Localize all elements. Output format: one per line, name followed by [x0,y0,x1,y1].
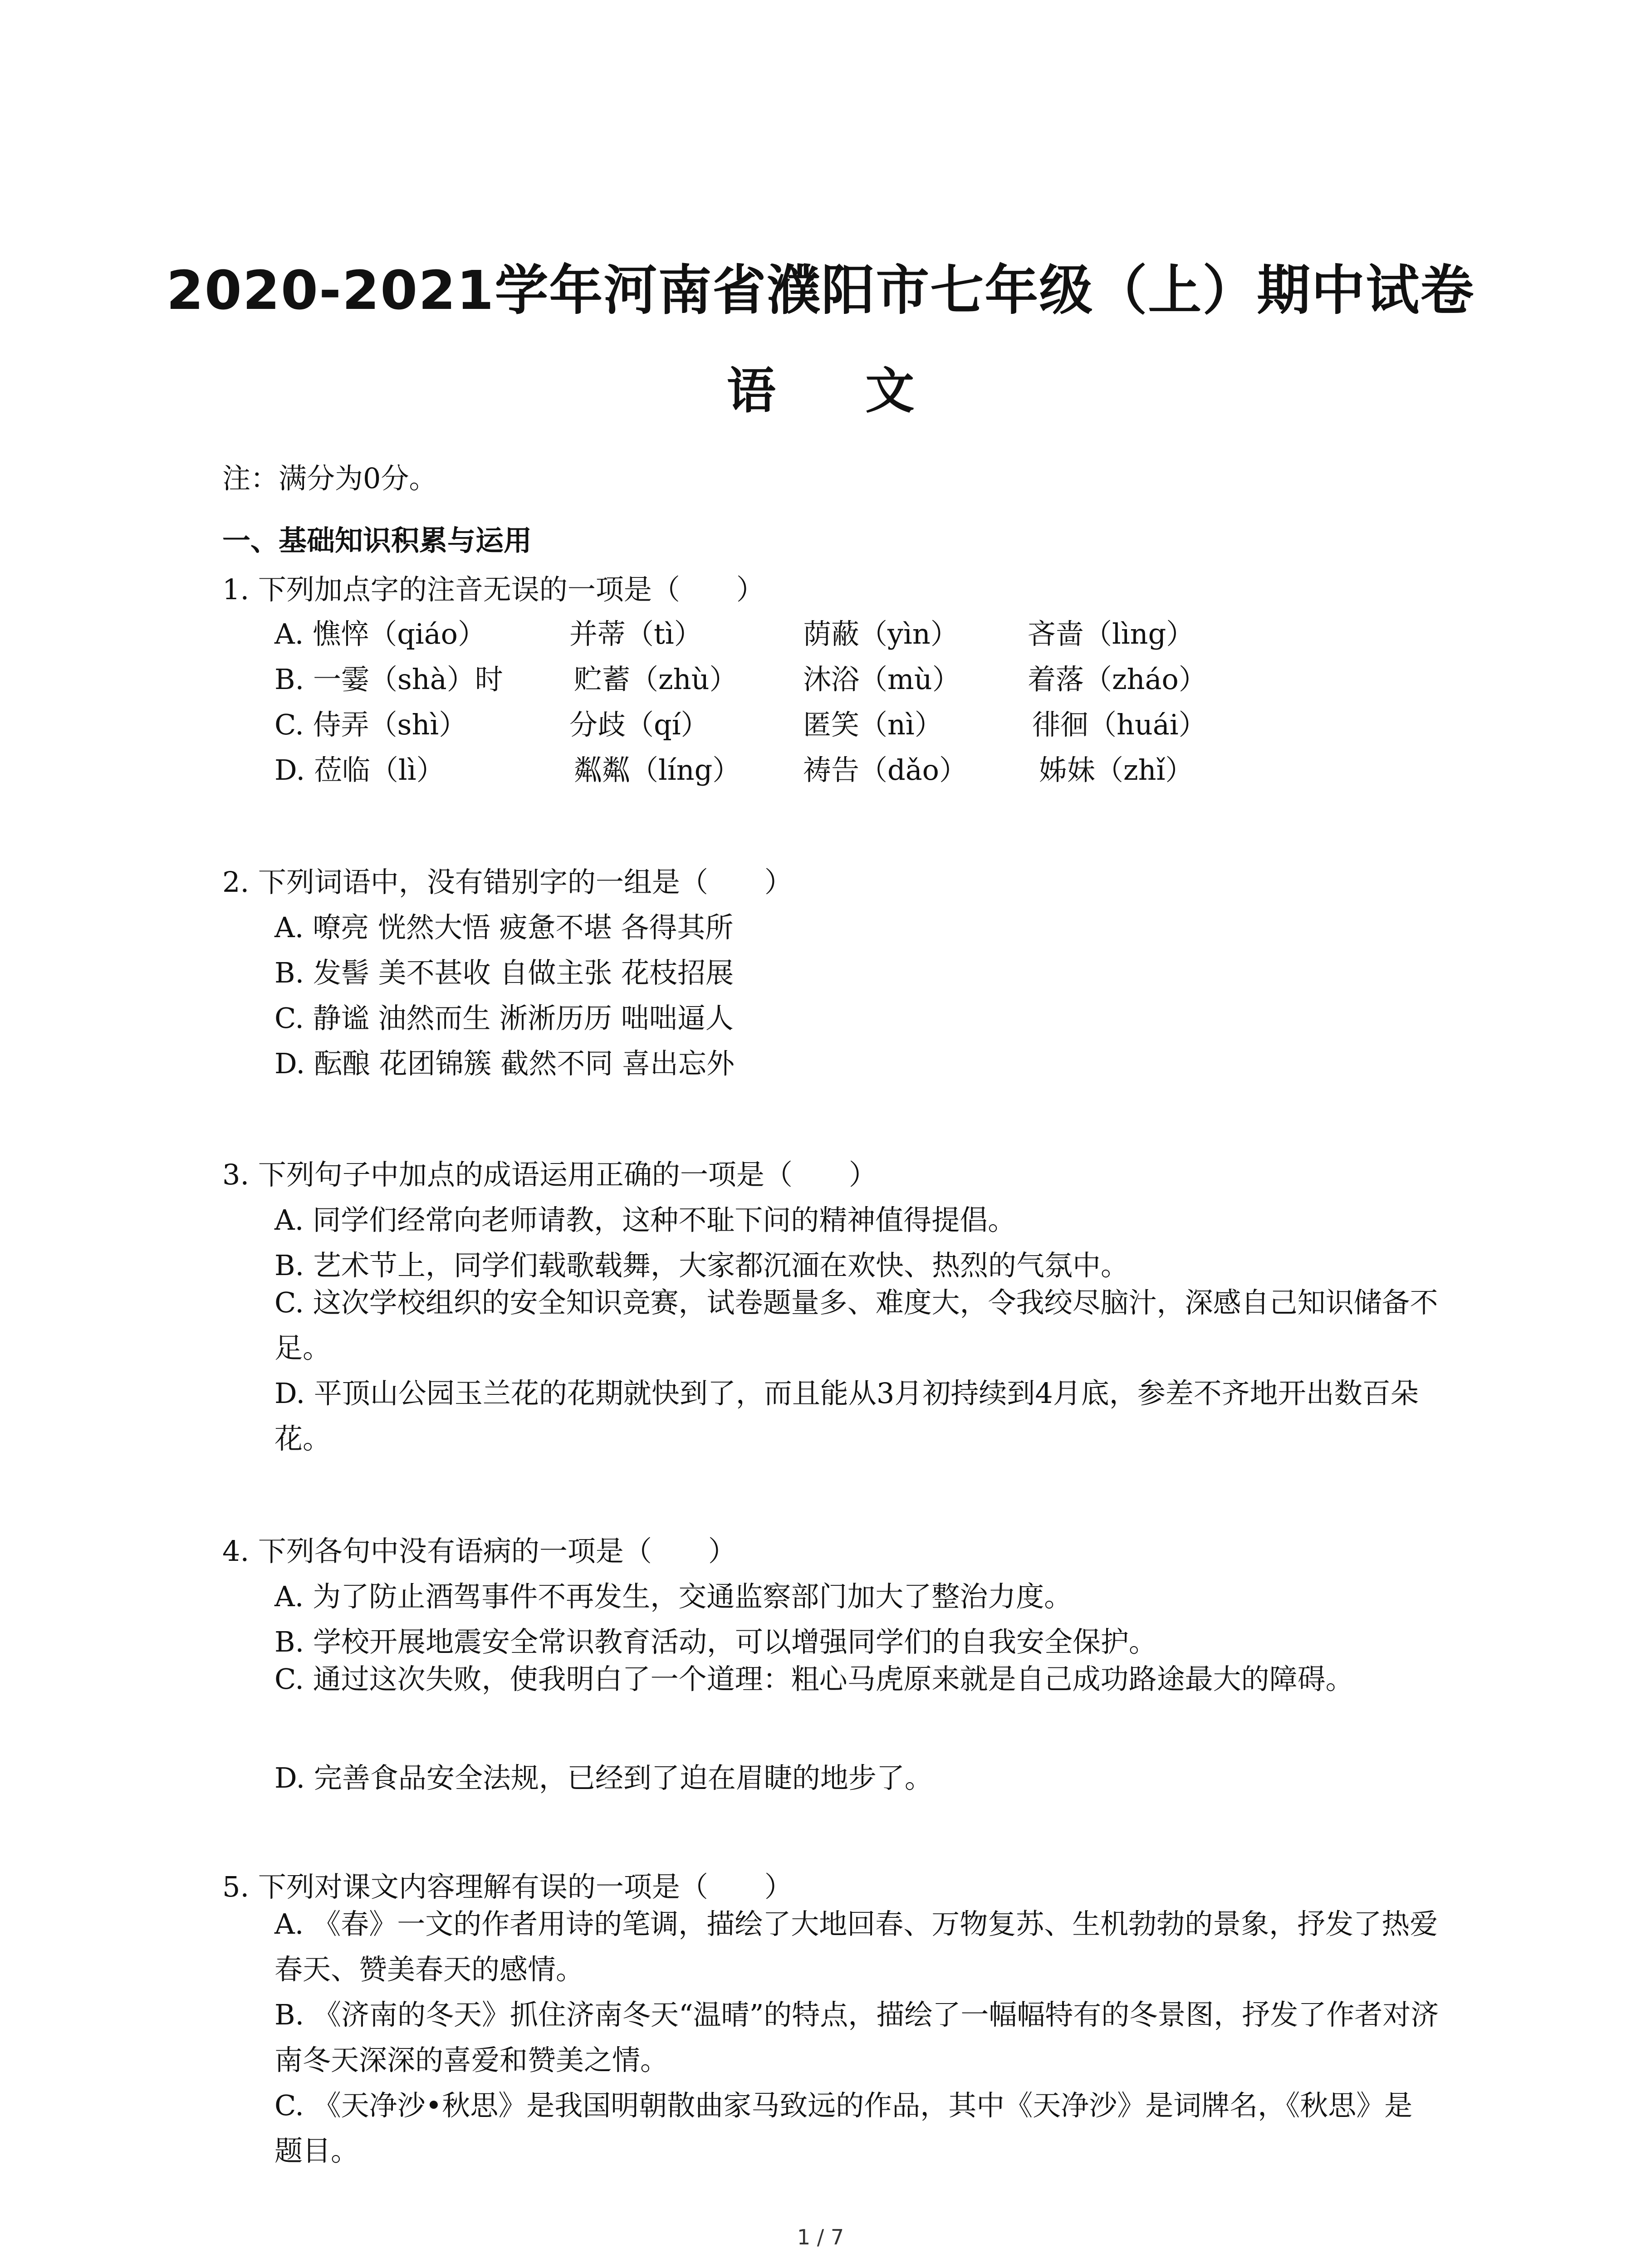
page-number: 1 / 7 [797,2225,844,2249]
subject-title: 语 文 [726,363,951,420]
q1-option-b-word-4: 着落（zháo） [1028,663,1207,696]
q4-option-b: B. 学校开展地震安全常识教育活动，可以增强同学们的自我安全保护。 [274,1625,1157,1658]
q1-option-d-word-3: 祷告（dǎo） [803,753,967,787]
q5-option-a: A. 《春》一文的作者用诗的笔调，描绘了大地回春、万物复苏、生机勃勃的景象，抒发了热爱春天、赞美春天的感情。 [274,1907,1438,1986]
q1-option-b-word-2: 贮蓄（zhù） [574,663,738,696]
q3-option-d: D. 平顶山公园玉兰花的花期就快到了，而且能从3月初持续到4月底，参差不齐地开出数百朵花。 [274,1377,1419,1455]
q1-option-c-word-1: C. 侍弄（shì） [274,708,467,741]
q5-option-c: C. 《天净沙•秋思》是我国明朝散曲家马致远的作品，其中《天净沙》是词牌名，《秋思》是题目。 [274,2089,1413,2167]
question-3-stem: 3. 下列句子中加点的成语运用正确的一项是（ ） [222,1158,877,1191]
q3-option-a: A. 同学们经常向老师请教，这种不耻下问的精神值得提倡。 [274,1203,1016,1237]
question-4-stem: 4. 下列各句中没有语病的一项是（ ） [222,1535,736,1568]
q2-option-a: A. 嘹亮 恍然大悟 疲惫不堪 各得其所 [274,911,734,944]
question-1-stem: 1. 下列加点字的注音无误的一项是（ ） [222,573,764,606]
q5-option-b: B. 《济南的冬天》抓住济南冬天“温晴”的特点，描绘了一幅幅特有的冬景图，抒发了作者对济南冬天深深的喜爱和赞美之情。 [274,1998,1439,2077]
q4-option-a: A. 为了防止酒驾事件不再发生，交通监察部门加大了整治力度。 [274,1580,1073,1613]
q1-option-b-word-1: B. 一霎（shà）时 [274,663,503,696]
q1-option-d-word-2: 粼粼（líng） [574,753,741,787]
q4-option-c: C. 通过这次失败，使我明白了一个道理：粗心马虎原来就是自己成功路途最大的障碍。 [274,1662,1354,1696]
question-5-stem: 5. 下列对课文内容理解有误的一项是（ ） [222,1870,793,1903]
q1-option-d-word-1: D. 莅临（lì） [274,753,445,787]
q1-option-c-word-4: 徘徊（huái） [1032,708,1207,741]
q1-option-a-word-3: 荫蔽（yìn） [803,617,959,650]
q1-option-c-word-3: 匿笑（nì） [803,708,943,741]
q3-option-b: B. 艺术节上，同学们载歌载舞，大家都沉湎在欢快、热烈的气氛中。 [274,1249,1129,1282]
q2-option-c: C. 静谧 油然而生 淅淅历历 咄咄逼人 [274,1002,734,1035]
q1-option-c-word-2: 分歧（qí） [569,708,709,741]
question-2-stem: 2. 下列词语中，没有错别字的一组是（ ） [222,865,793,899]
q1-option-b-word-3: 沐浴（mù） [803,663,960,696]
q1-option-a-word-2: 并蒂（tì） [569,617,702,650]
q2-option-d: D. 酝酿 花团锦簇 截然不同 喜出忘外 [274,1047,735,1080]
q1-option-a-word-1: A. 憔悴（qiáo） [274,617,486,650]
q3-option-c: C. 这次学校组织的安全知识竞赛，试卷题量多、难度大，令我绞尽脑汁，深感自己知识储备不足。 [274,1286,1438,1364]
q1-option-d-word-4: 姊妹（zhǐ） [1039,753,1194,787]
q1-option-a-word-4: 吝啬（lìng） [1028,617,1195,650]
q4-option-d: D. 完善食品安全法规，已经到了迫在眉睫的地步了。 [274,1761,933,1794]
section-heading: 一、基础知识积累与运用 [222,524,532,557]
score-note: 注：满分为0分。 [222,462,437,495]
exam-title: 2020-2021学年河南省濮阳市七年级（上）期中试卷 [166,259,1475,322]
q2-option-b: B. 发髻 美不甚收 自做主张 花枝招展 [274,956,734,989]
